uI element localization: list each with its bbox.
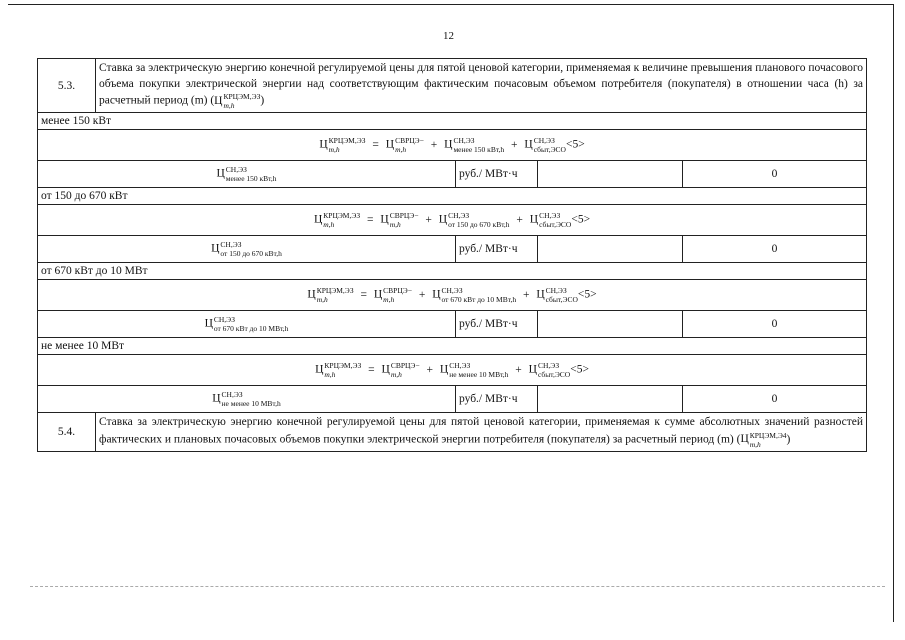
- subsection-label-row: [38, 113, 867, 130]
- page-border-top: [8, 4, 894, 5]
- value-symbol: Ц СН,ЭЗ от 150 до 670 кВт,h: [38, 236, 456, 263]
- description-text: Ставка за электрическую энергию конечной регулируемой цены для пятой ценовой категории, применяемая к сумме абсолютных значений разностей фактических и плановых почасовых объемов покупки электрической энергии потребителя (покупателя) за расчетный период (m) (: [99, 416, 864, 446]
- subsection-label-row: [38, 338, 867, 355]
- description-text: Ставка за электрическую энергию конечной регулируемой цены для пятой ценовой категории, применяемая к величине превышения планового почасового объема покупки электрической энергии над соответствующим фактическим почасовым объемом потребителя (покупателя) в отношении часа (h) за расчетный период (m) (: [99, 62, 864, 107]
- value: 0: [683, 386, 867, 413]
- row-5-3: [38, 59, 867, 113]
- page-border-right: [893, 4, 894, 622]
- row-description: Ставка за электрическую энергию конечной регулируемой цены для пятой ценовой категории, применяемая к сумме абсолютных значений разностей фактических и плановых почасовых объемов покупки электрической энергии потребителя (покупателя) за расчетный период (m) (Ц КРЦЭМ,Э4 m,h ): [96, 413, 867, 452]
- formula: Ц КРЦЭМ,ЭЗ m,h = Ц СВРЦЭ− m,h + Ц СН,ЭЗ от 150 до 670 кВт,h + Ц СН,ЭЗ сбыт,ЭСО <5>: [38, 205, 867, 236]
- value-symbol: Ц СН,ЭЗ менее 150 кВт,h: [38, 161, 456, 188]
- unit: руб./ МВт·ч: [456, 161, 538, 188]
- tariff-table: [37, 58, 867, 452]
- formula-row: [38, 205, 867, 236]
- formula-row: [38, 280, 867, 311]
- unit: руб./ МВт·ч: [456, 236, 538, 263]
- value: 0: [683, 161, 867, 188]
- value-row: [38, 386, 867, 413]
- formula-row: [38, 130, 867, 161]
- unit: руб./ МВт·ч: [456, 311, 538, 338]
- subsection-label: не менее 10 МВт: [38, 338, 867, 355]
- unit: руб./ МВт·ч: [456, 386, 538, 413]
- empty-cell: [538, 161, 683, 188]
- value-symbol: Ц СН,ЭЗ не менее 10 МВт,h: [38, 386, 456, 413]
- description-symbol: Ц КРЦЭМ,Э4 m,h: [740, 430, 787, 449]
- subsection-label-row: [38, 188, 867, 205]
- description-symbol: Ц КРЦЭМ,ЭЗ m,h: [214, 92, 261, 110]
- subsection-label: менее 150 кВт: [38, 113, 867, 130]
- value-row: [38, 161, 867, 188]
- formula: Ц КРЦЭМ,ЭЗ m,h = Ц СВРЦЭ− m,h + Ц СН,ЭЗ не менее 10 МВт,h + Ц СН,ЭЗ сбыт,ЭСО <5>: [38, 355, 867, 386]
- bottom-scan-line: [30, 586, 885, 587]
- row-description: Ставка за электрическую энергию конечной регулируемой цены для пятой ценовой категории, применяемая к величине превышения планового почасового объема покупки электрической энергии над соответствующим фактическим почасовым объемом потребителя (покупателя) в отношении часа (h) за расчетный период (m) (Ц КРЦЭМ,ЭЗ m,h ): [96, 59, 867, 113]
- row-number: 5.3.: [38, 59, 96, 113]
- value-row: [38, 236, 867, 263]
- empty-cell: [538, 236, 683, 263]
- subsection-label: от 150 до 670 кВт: [38, 188, 867, 205]
- value: 0: [683, 236, 867, 263]
- formula: Ц КРЦЭМ,ЭЗ m,h = Ц СВРЦЭ− m,h + Ц СН,ЭЗ менее 150 кВт,h + Ц СН,ЭЗ сбыт,ЭСО <5>: [38, 130, 867, 161]
- page-number: 12: [443, 30, 454, 42]
- empty-cell: [538, 311, 683, 338]
- row-number: 5.4.: [38, 413, 96, 452]
- formula-row: [38, 355, 867, 386]
- formula: Ц КРЦЭМ,ЭЗ m,h = Ц СВРЦЭ− m,h + Ц СН,ЭЗ от 670 кВт до 10 МВт,h + Ц СН,ЭЗ сбыт,ЭСО <5>: [38, 280, 867, 311]
- value: 0: [683, 311, 867, 338]
- subsection-label: от 670 кВт до 10 МВт: [38, 263, 867, 280]
- empty-cell: [538, 386, 683, 413]
- value-row: [38, 311, 867, 338]
- subsection-label-row: [38, 263, 867, 280]
- value-symbol: Ц СН,ЭЗ от 670 кВт до 10 МВт,h: [38, 311, 456, 338]
- row-5-4: [38, 413, 867, 452]
